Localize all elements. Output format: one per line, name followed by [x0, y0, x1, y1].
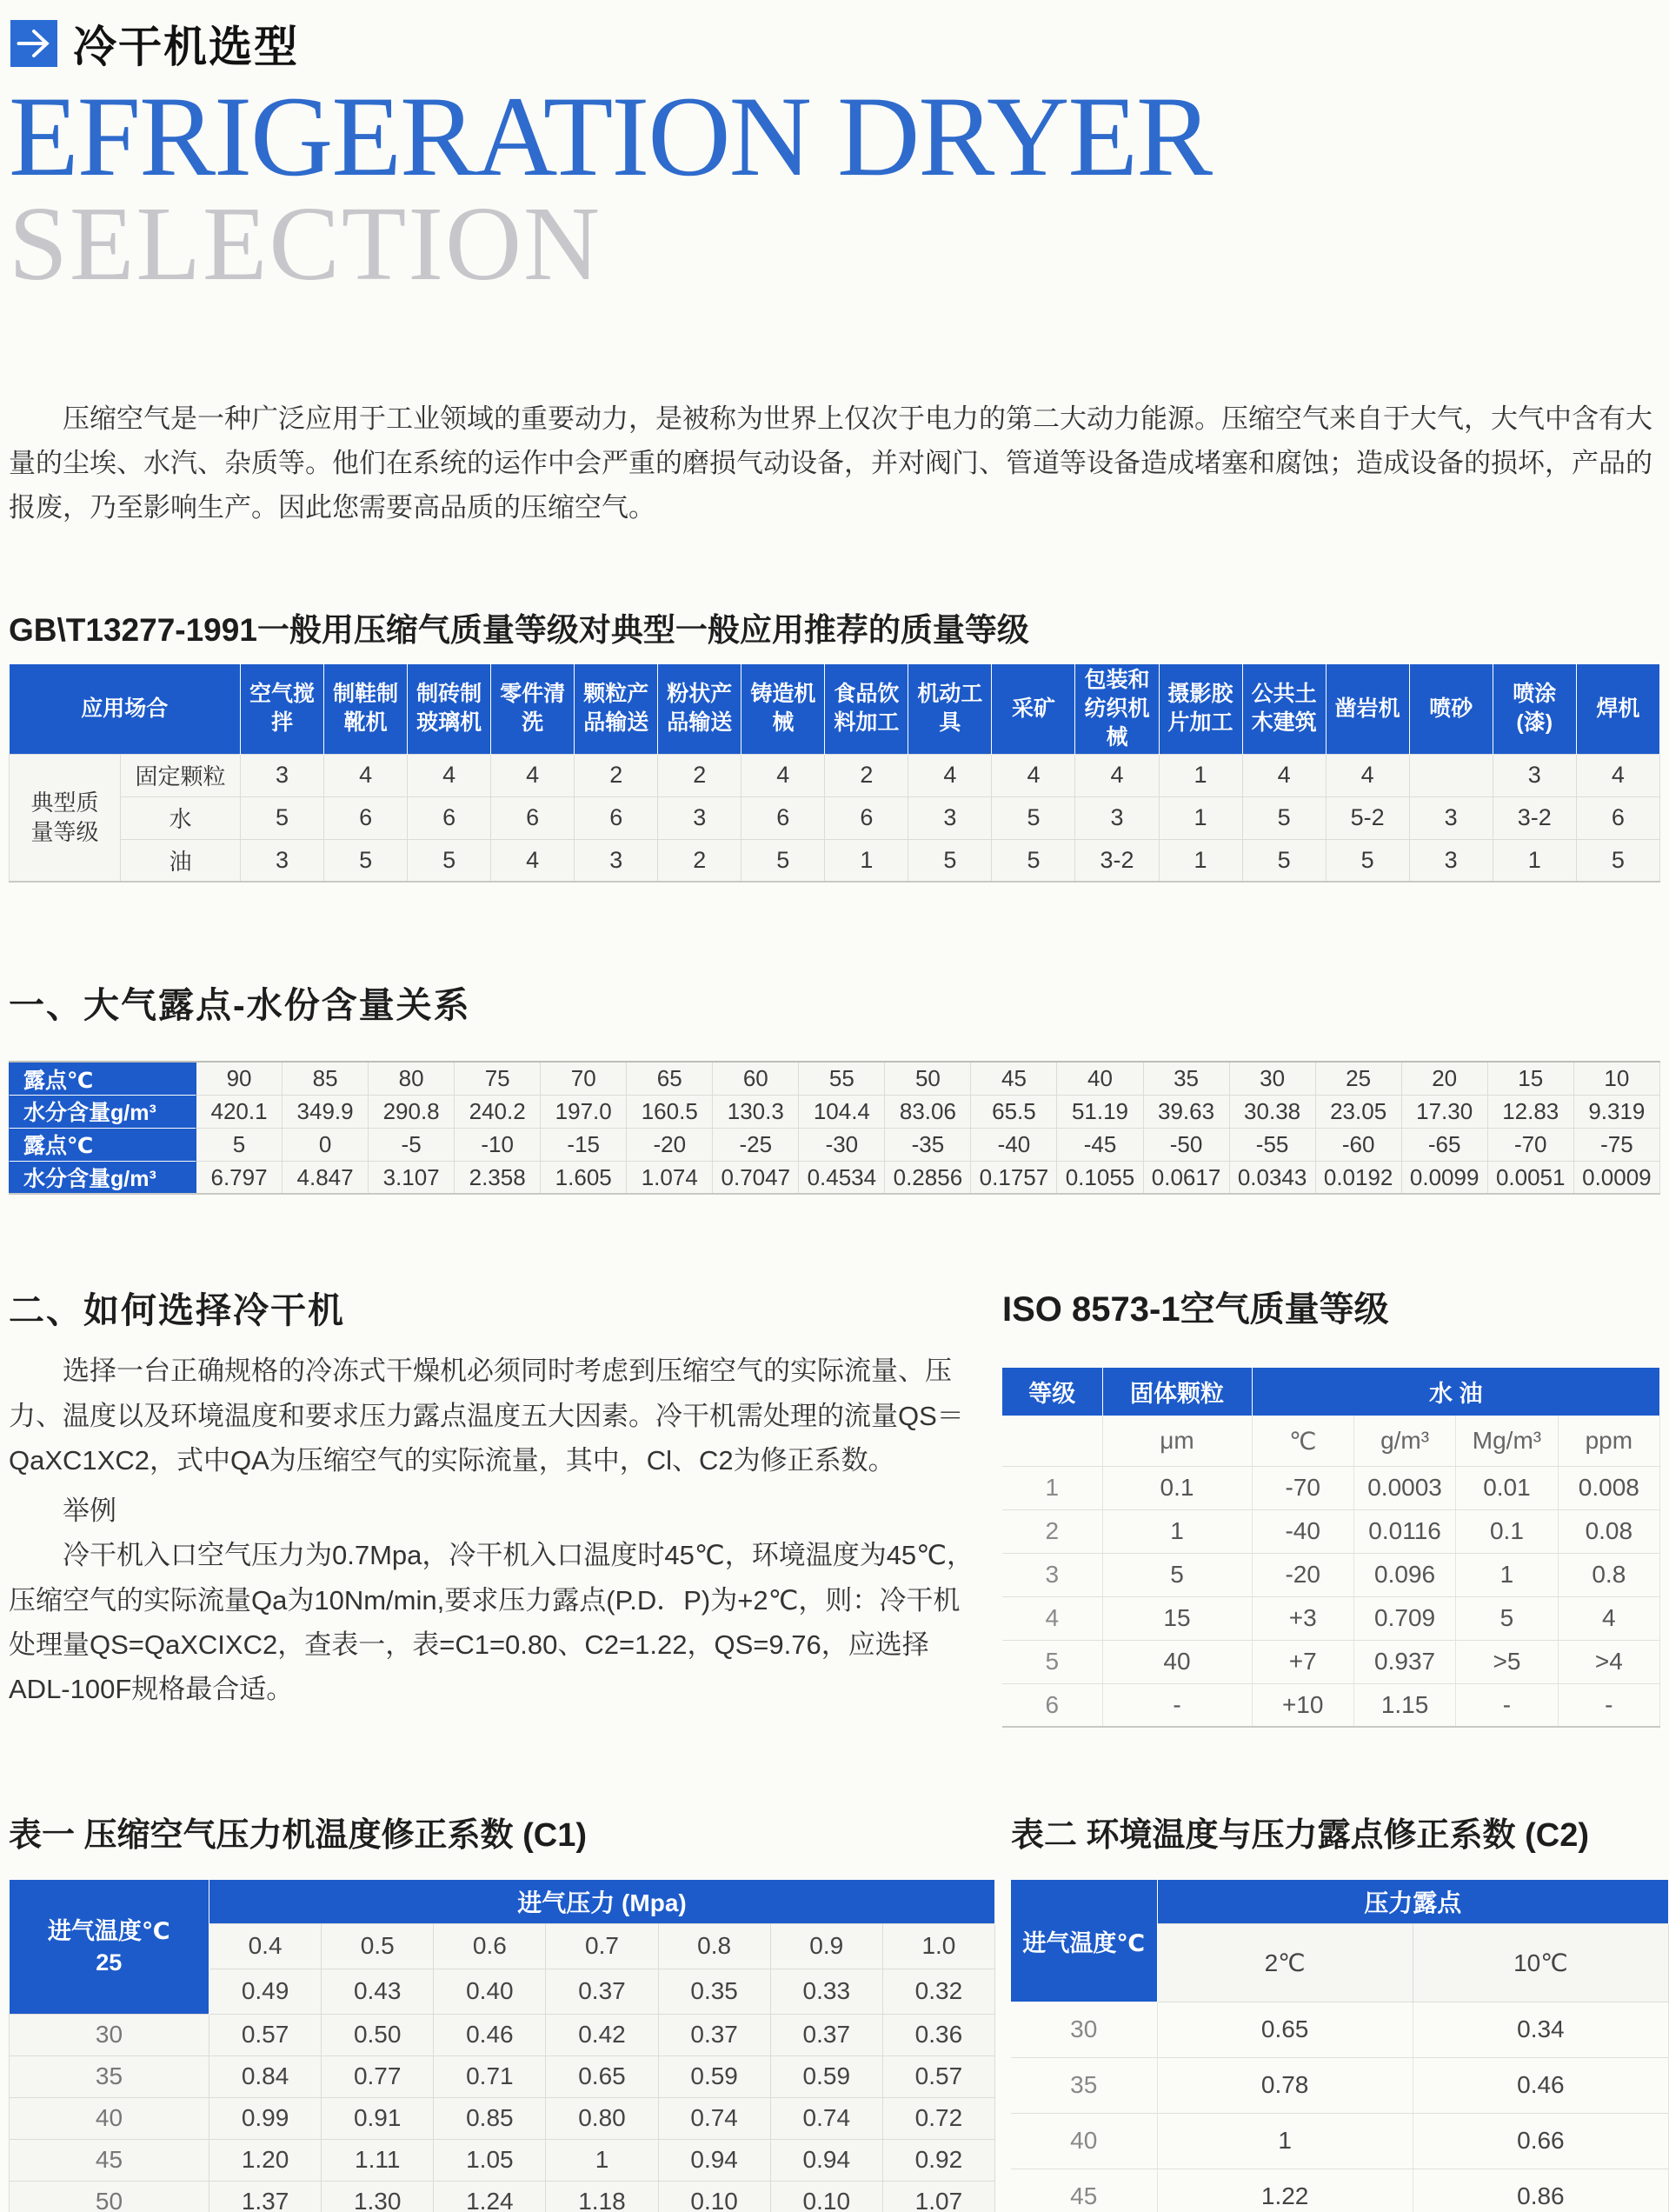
table-cell: 1	[546, 2139, 658, 2181]
table-cell: 80	[369, 1062, 455, 1095]
table-cell: 4	[741, 754, 825, 796]
table-cell: 制砖制玻璃机	[408, 664, 491, 755]
table-cell: 0.37	[770, 2014, 882, 2055]
table-cell: 1.30	[322, 2181, 434, 2212]
table-cell: 290.8	[369, 1095, 455, 1128]
table-cell: -	[1102, 1683, 1252, 1727]
table-cell: 1	[1159, 796, 1242, 839]
table-cell: 4	[1242, 754, 1326, 796]
iso-column	[1002, 1282, 1660, 1728]
table-cell: 2.358	[455, 1161, 541, 1194]
table-cell: 4	[908, 754, 992, 796]
table-cell: 水	[121, 796, 241, 839]
table-cell: 0.1757	[971, 1161, 1057, 1194]
table-cell: 5	[1002, 1640, 1102, 1683]
table-cell: 0.0192	[1315, 1161, 1401, 1194]
table-cell: -45	[1057, 1128, 1143, 1161]
section2-title: 二、如何选择冷干机	[9, 1290, 345, 1331]
table-cell: 0.71	[434, 2055, 546, 2097]
table-cell: 固体颗粒	[1102, 1368, 1252, 1416]
table-cell: 压力露点	[1157, 1880, 1669, 1923]
table-cell: 制鞋制靴机	[324, 664, 408, 755]
table-cell: 食品饮料加工	[825, 664, 908, 755]
table-cell: 30	[10, 2014, 209, 2055]
table-cell: 45	[1011, 2169, 1157, 2212]
table-cell: 0.37	[658, 2014, 770, 2055]
table-cell: 0.78	[1157, 2057, 1413, 2113]
table-cell: 3	[1409, 796, 1493, 839]
table-cell: 2	[575, 754, 658, 796]
table-cell: 0.84	[209, 2055, 322, 2097]
table-cell: -10	[455, 1128, 541, 1161]
table-cell: 5	[324, 839, 408, 882]
table-cell: 0.096	[1353, 1553, 1455, 1596]
page-title-en: EFRIGERATION DRYER	[9, 72, 1212, 200]
table-cell: 0.65	[1157, 2002, 1413, 2057]
table-cell: 1.074	[627, 1161, 713, 1194]
table-cell: 0.57	[882, 2055, 994, 2097]
table-cell: 0.1	[1456, 1509, 1558, 1553]
table-cell: -55	[1229, 1128, 1315, 1161]
two-column-section	[9, 1282, 1660, 1728]
table-cell: >4	[1558, 1640, 1659, 1683]
table-cell: 0.66	[1413, 2113, 1668, 2169]
table-cell: 5-2	[1326, 796, 1409, 839]
table-cell: 0.42	[546, 2014, 658, 2055]
table-cell: 0.0617	[1143, 1161, 1229, 1194]
table-cell: 0.77	[322, 2055, 434, 2097]
table-cell: 水分含量g/m³	[10, 1095, 196, 1128]
table-cell: 3	[241, 754, 324, 796]
table-cell: 3.107	[369, 1161, 455, 1194]
table-cell: 6	[575, 796, 658, 839]
table-cell: 喷砂	[1409, 664, 1493, 755]
table-cell: 1	[1157, 2113, 1413, 2169]
table-cell: -35	[885, 1128, 971, 1161]
table-cell: -15	[541, 1128, 627, 1161]
table-cell: 35	[10, 2055, 209, 2097]
table-cell: -	[1558, 1683, 1659, 1727]
table-cell: 0.46	[1413, 2057, 1668, 2113]
table-cell: 空气搅拌	[241, 664, 324, 755]
table-cell: 1.15	[1353, 1683, 1455, 1727]
table-cell: 0.9	[770, 1923, 882, 1969]
table-cell: +7	[1252, 1640, 1353, 1683]
table-cell: 5	[992, 796, 1075, 839]
table-cell: 0.32	[882, 1969, 994, 2014]
table-cell: -5	[369, 1128, 455, 1161]
table-cell: -65	[1401, 1128, 1487, 1161]
arrow-right-icon	[10, 20, 57, 67]
table-cell: -25	[713, 1128, 799, 1161]
table-cell: 39.63	[1143, 1095, 1229, 1128]
table-cell: 2	[658, 754, 741, 796]
table-cell: 1.18	[546, 2181, 658, 2212]
table-cell: 1	[1493, 839, 1576, 882]
table-cell: 45	[10, 2139, 209, 2181]
table-cell: 4	[324, 754, 408, 796]
table-cell: 露点℃	[10, 1062, 196, 1095]
table-cell: -50	[1143, 1128, 1229, 1161]
table-cell: 0.46	[434, 2014, 546, 2055]
table-cell: 1.07	[882, 2181, 994, 2212]
table-cell: 5	[1242, 796, 1326, 839]
table-cell: 0.0009	[1573, 1161, 1659, 1194]
table-cell: 0.8	[1558, 1553, 1659, 1596]
table-cell: 3-2	[1075, 839, 1159, 882]
table-cell: 85	[283, 1062, 369, 1095]
table-cell: 0.80	[546, 2097, 658, 2139]
table-cell: 0.43	[322, 1969, 434, 2014]
table-cell: 40	[1011, 2113, 1157, 2169]
table-cell: 160.5	[627, 1095, 713, 1128]
table-cell: 40	[1057, 1062, 1143, 1095]
table-c2-title: 表二 环境温度与压力露点修正系数 (C2)	[1011, 1817, 1590, 1855]
table-cell: 采矿	[992, 664, 1075, 755]
table-cell: 1.37	[209, 2181, 322, 2212]
table-cell: 0.99	[209, 2097, 322, 2139]
table-cell: 1.20	[209, 2139, 322, 2181]
table-cell: 凿岩机	[1326, 664, 1409, 755]
table-cell: 6	[1576, 796, 1659, 839]
table-cell	[1002, 1416, 1102, 1466]
table-cell: 0.709	[1353, 1596, 1455, 1640]
table-cell: μm	[1102, 1416, 1252, 1466]
table-cell: 6	[491, 796, 575, 839]
table-cell: 5	[408, 839, 491, 882]
table-cell: -60	[1315, 1128, 1401, 1161]
table-cell: 60	[713, 1062, 799, 1095]
table-cell: 3	[575, 839, 658, 882]
table-cell: 3	[1409, 839, 1493, 882]
table-cell: 1.605	[541, 1161, 627, 1194]
table-cell: 40	[10, 2097, 209, 2139]
table-cell: 17.30	[1401, 1095, 1487, 1128]
table-cell: 0.74	[770, 2097, 882, 2139]
dewpoint-moisture-table	[9, 1061, 1660, 1195]
table-cell: +3	[1252, 1596, 1353, 1640]
table-cell: 2℃	[1157, 1923, 1413, 2002]
table-cell: 4	[491, 839, 575, 882]
table-cell: 10℃	[1413, 1923, 1668, 2002]
table-cell: ℃	[1252, 1416, 1353, 1466]
table-cell: 240.2	[455, 1095, 541, 1128]
table-cell: 1	[1456, 1553, 1558, 1596]
table-cell: 0.0343	[1229, 1161, 1315, 1194]
table-cell: 等级	[1002, 1368, 1102, 1416]
table-cell: 1.11	[322, 2139, 434, 2181]
table-cell: 40	[1102, 1640, 1252, 1683]
table-cell: 铸造机械	[741, 664, 825, 755]
table-cell: 0.49	[209, 1969, 322, 2014]
table-cell: 0.86	[1413, 2169, 1668, 2212]
table-cell: 0.91	[322, 2097, 434, 2139]
table-cell: 35	[1143, 1062, 1229, 1095]
table-cell: 摄影胶片加工	[1159, 664, 1242, 755]
table-cell: 0	[283, 1128, 369, 1161]
table-cell: 0.10	[658, 2181, 770, 2212]
table-cell: 55	[799, 1062, 885, 1095]
section2-paragraph-1: 选择一台正确规格的冷冻式干燥机必须同时考虑到压缩空气的实际流量、压力、温度以及环境温度和要求压力露点温度五大因素。冷干机需处理的流量QS＝QaXC1XC2，式中QA为压缩空气的实际流量，其中，Cl、C2为修正系数。	[9, 1356, 964, 1476]
table-cell: 0.85	[434, 2097, 546, 2139]
table-cell: -20	[627, 1128, 713, 1161]
table-cell: Mg/m³	[1456, 1416, 1558, 1466]
table-cell: 0.7047	[713, 1161, 799, 1194]
table-cell: 0.74	[658, 2097, 770, 2139]
table-cell: 3	[1493, 754, 1576, 796]
table-c1-title: 表一 压缩空气压力机温度修正系数 (C1)	[9, 1817, 588, 1855]
table-cell: 5	[1456, 1596, 1558, 1640]
page-header	[9, 12, 1660, 75]
table-cell: 130.3	[713, 1095, 799, 1128]
table-cell: 机动工具	[908, 664, 992, 755]
temperature-correction-table-c1	[9, 1880, 995, 2212]
correction-tables-section	[9, 1808, 1660, 2212]
table-cell: 104.4	[799, 1095, 885, 1128]
table-cell: 2	[658, 839, 741, 882]
table-cell: 10	[1573, 1062, 1659, 1095]
table-cell: 0.57	[209, 2014, 322, 2055]
table-cell: 70	[541, 1062, 627, 1095]
table-cell: 0.0051	[1487, 1161, 1573, 1194]
table-cell: 0.937	[1353, 1640, 1455, 1683]
table-cell: 51.19	[1057, 1095, 1143, 1128]
table-cell: 水分含量g/m³	[10, 1161, 196, 1194]
table-cell: 4.847	[283, 1161, 369, 1194]
iso-table-title: ISO 8573-1空气质量等级	[1002, 1290, 1389, 1329]
table-cell: 5	[992, 839, 1075, 882]
gb-table-title: GB\T13277-1991一般用压缩气质量等级对典型一般应用推荐的质量等级	[9, 611, 1029, 648]
table-cell: -75	[1573, 1128, 1659, 1161]
table-cell: 6	[408, 796, 491, 839]
page-title-cn: 冷干机选型	[73, 23, 299, 71]
table-cell: -40	[1252, 1509, 1353, 1553]
table-cell: 65.5	[971, 1095, 1057, 1128]
table-cell: 23.05	[1315, 1095, 1401, 1128]
intro-paragraph: 压缩空气是一种广泛应用于工业领域的重要动力，是被称为世界上仅次于电力的第二大动力能源。压缩空气来自于大气，大气中含有大量的尘埃、水汽、杂质等。他们在系统的运作中会严重的磨损气动设备，并对阀门、管道等设备造成堵塞和腐蚀；造成设备的损坏，产品的报废，乃至影响生产。因此您需要高品质的压缩空气。	[9, 403, 1652, 523]
table-cell: 露点℃	[10, 1128, 196, 1161]
table-cell: 0.50	[322, 2014, 434, 2055]
table-cell: 喷涂(漆)	[1493, 664, 1576, 755]
table-cell: 0.0116	[1353, 1509, 1455, 1553]
table-cell: 30	[1011, 2002, 1157, 2057]
table-cell: 5	[1326, 839, 1409, 882]
table-cell: 2	[825, 754, 908, 796]
table-cell: 6	[1002, 1683, 1102, 1727]
gb-quality-table	[9, 664, 1660, 883]
table-cell: 3	[908, 796, 992, 839]
table-cell: 5	[1102, 1553, 1252, 1596]
table-cell: -	[1456, 1683, 1558, 1727]
table-cell: 5	[908, 839, 992, 882]
section2-paragraph-2: 冷干机入口空气压力为0.7Mpa，冷干机入口温度时45℃，环境温度为45℃，压缩空气的实际流量Qa为10Nm/min,要求压力露点(P.D．P)为+2℃，则：冷干机处理量QS=QaXCIXC2，查表一，表=C1=0.80、C2=1.22，QS=9.76，应选择ADL-100F规格最合适。	[9, 1540, 974, 1705]
table-cell: 197.0	[541, 1095, 627, 1128]
table-cell: 0.34	[1413, 2002, 1668, 2057]
table-cell: 5	[241, 796, 324, 839]
table-cell: 油	[121, 839, 241, 882]
table-cell: 1	[1102, 1509, 1252, 1553]
table-cell: 0.92	[882, 2139, 994, 2181]
table-cell: 5	[1576, 839, 1659, 882]
table-cell: 25	[1315, 1062, 1401, 1095]
table-cell: 3	[1075, 796, 1159, 839]
table-cell: 1.22	[1157, 2169, 1413, 2212]
table-c1-column	[9, 1808, 995, 2212]
table-cell: 0.72	[882, 2097, 994, 2139]
table-cell: 0.1	[1102, 1466, 1252, 1509]
table-cell: -20	[1252, 1553, 1353, 1596]
table-cell: 0.37	[546, 1969, 658, 2014]
table-cell: 4	[408, 754, 491, 796]
table-cell: 6	[741, 796, 825, 839]
table-cell: 349.9	[283, 1095, 369, 1128]
table-cell: 0.40	[434, 1969, 546, 2014]
table-cell: 0.08	[1558, 1509, 1659, 1553]
table-cell: 50	[885, 1062, 971, 1095]
table-cell: 6	[324, 796, 408, 839]
table-cell: 0.35	[658, 1969, 770, 2014]
table-cell: 4	[491, 754, 575, 796]
table-cell: 5	[741, 839, 825, 882]
table-cell: 0.6	[434, 1923, 546, 1969]
example-label: 举例	[63, 1495, 116, 1526]
table-cell: 0.8	[658, 1923, 770, 1969]
table-cell: 1	[1159, 839, 1242, 882]
table-cell: 2	[1002, 1509, 1102, 1553]
table-cell: ppm	[1558, 1416, 1659, 1466]
table-cell: 4	[1326, 754, 1409, 796]
table-cell: -70	[1487, 1128, 1573, 1161]
table-cell: 0.59	[658, 2055, 770, 2097]
table-cell: 6.797	[196, 1161, 283, 1194]
table-cell: 3	[241, 839, 324, 882]
table-cell: 65	[627, 1062, 713, 1095]
table-cell: 3-2	[1493, 796, 1576, 839]
table-cell: 0.2856	[885, 1161, 971, 1194]
table-cell: 0.0099	[1401, 1161, 1487, 1194]
table-cell: 15	[1487, 1062, 1573, 1095]
dewpoint-correction-table-c2	[1011, 1880, 1669, 2212]
table-cell: 0.94	[770, 2139, 882, 2181]
table-cell: 进气温度℃	[1011, 1880, 1157, 2002]
table-cell: 0.0003	[1353, 1466, 1455, 1509]
table-cell: 应用场合	[10, 664, 241, 755]
table-cell: 0.65	[546, 2055, 658, 2097]
table-cell: 固定颗粒	[121, 754, 241, 796]
table-cell: 0.1055	[1057, 1161, 1143, 1194]
table-cell: 90	[196, 1062, 283, 1095]
table-cell: 1.05	[434, 2139, 546, 2181]
table-cell: 水 油	[1252, 1368, 1660, 1416]
table-cell: 0.36	[882, 2014, 994, 2055]
table-cell: 颗粒产品输送	[575, 664, 658, 755]
table-cell: >5	[1456, 1640, 1558, 1683]
table-cell: 0.01	[1456, 1466, 1558, 1509]
table-cell: 0.5	[322, 1923, 434, 1969]
table-cell: 典型质量等级	[10, 754, 121, 882]
table-cell: 零件清洗	[491, 664, 575, 755]
table-cell: 1.0	[882, 1923, 994, 1969]
table-cell: 4	[992, 754, 1075, 796]
table-cell: 12.83	[1487, 1095, 1573, 1128]
table-cell: 50	[10, 2181, 209, 2212]
table-cell: 0.7	[546, 1923, 658, 1969]
table-cell: -30	[799, 1128, 885, 1161]
table-cell: 0.33	[770, 1969, 882, 2014]
table-cell: 0.59	[770, 2055, 882, 2097]
table-cell: 0.008	[1558, 1466, 1659, 1509]
page-subtitle-en: SELECTION	[9, 185, 602, 303]
table-cell: 30	[1229, 1062, 1315, 1095]
table-cell: 1	[825, 839, 908, 882]
table-cell: 15	[1102, 1596, 1252, 1640]
table-cell: 75	[455, 1062, 541, 1095]
table-cell: 35	[1011, 2057, 1157, 2113]
table-cell: 4	[1558, 1596, 1659, 1640]
table-cell: -70	[1252, 1466, 1353, 1509]
table-cell: 3	[1002, 1553, 1102, 1596]
table-cell: 4	[1075, 754, 1159, 796]
table-cell: 进气压力 (Mpa)	[209, 1880, 995, 1923]
table-cell: 1	[1002, 1466, 1102, 1509]
table-cell: 5	[1242, 839, 1326, 882]
table-cell: 0.4	[209, 1923, 322, 1969]
table-c2-column	[1011, 1808, 1669, 2212]
table-cell: 1.24	[434, 2181, 546, 2212]
table-cell: 30.38	[1229, 1095, 1315, 1128]
section1-title: 一、大气露点-水份含量关系	[9, 985, 471, 1026]
table-cell: 83.06	[885, 1095, 971, 1128]
table-cell: 9.319	[1573, 1095, 1659, 1128]
table-cell: 粉状产品输送	[658, 664, 741, 755]
table-cell: 0.10	[770, 2181, 882, 2212]
table-cell: 公共土木建筑	[1242, 664, 1326, 755]
table-cell	[1409, 754, 1493, 796]
table-cell: -40	[971, 1128, 1057, 1161]
table-cell: 45	[971, 1062, 1057, 1095]
table-cell: 4	[1576, 754, 1659, 796]
table-cell: 包装和纺织机械	[1075, 664, 1159, 755]
table-cell: 1	[1159, 754, 1242, 796]
table-cell: g/m³	[1353, 1416, 1455, 1466]
iso-8573-table	[1002, 1368, 1660, 1728]
table-cell: 4	[1002, 1596, 1102, 1640]
table-cell: 20	[1401, 1062, 1487, 1095]
table-cell: 进气温度℃ 25	[10, 1880, 209, 2014]
table-cell: 5	[196, 1128, 283, 1161]
table-cell: +10	[1252, 1683, 1353, 1727]
table-cell: 0.94	[658, 2139, 770, 2181]
table-cell: 6	[825, 796, 908, 839]
selection-guide-column	[9, 1282, 982, 1728]
table-cell: 0.4534	[799, 1161, 885, 1194]
table-cell: 420.1	[196, 1095, 283, 1128]
table-cell: 3	[658, 796, 741, 839]
table-cell: 焊机	[1576, 664, 1659, 755]
